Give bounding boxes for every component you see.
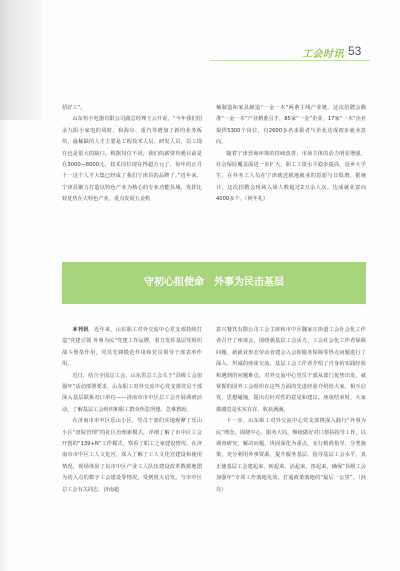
section-title: 守初心担使命 外事为民击基层 <box>144 277 284 288</box>
paragraph: 招好工”。 <box>62 105 86 111</box>
paragraph: 下一步，山东职工对外交流中心党支部将深入践行“外事为民”理念，围绕中心、服务大局，继续做好对口帮扶指导工作，以调查研究、解决问题、巩固深化为重点，实行精准指导、分类施策，充分利用外事资源，提升服务基层、指导基层工会水平，真正使基层工会建起来、转起来、活起来，扭起来，确保“县级工会加强年”专项工作落地见效，打通政策落地的“最后一公里”。（孙亮） <box>216 418 366 493</box>
article-lead: 本刊讯 <box>72 327 89 333</box>
article-column-top-left <box>62 103 202 206</box>
paragraph: 械制造和家具制造“一金一木”两条主线产业链。这次招聘会瞄准“一金一木”产业精准引才，85家“一金”企业，17家“一木”企业提供5300个岗位，有2600多名求职者与企业达成初步就业意向。 <box>216 105 366 146</box>
header-rule <box>210 60 370 61</box>
header-brand: 工会时讯 <box>302 49 344 60</box>
paragraph: 山东恒宇电器有限公司副总经理王云升说，“今年我们招录九阳小家电的同时，和海尔、重汽等增加了新的业务板块，最稀缺的人才主要是工程技术人员、研发人员，员工现在也是很大的缺口。根据岗位不同，我们的薪资待遇目前是在3000—8000元，技术岗位现在得超万元了。每年的正月十一这个人才大集已经成了我们宁津县的品牌了。”近年来，宁津县聚力打造以特色产业为核心的专业功能县域，发挥比较优势在大特色产业，重点发展五金机 <box>62 116 202 203</box>
article-column-bottom-left <box>62 325 202 496</box>
lead-paragraph <box>62 325 202 371</box>
article-column-top-right <box>216 103 366 206</box>
paragraph: 在济南市市中区乐山小区，党员干部们实地观摩了乐山小区“盘院管理”的社区治理新模式，详细了解了市中区工会开创的“139+N”工作模式，察看了职工之家建设情况。在济南市市中区工人文化宫，深入了解了工人文化宫建设和使用情况，现场体验了以市中区产业工人队伍建设改革数据地图为切入点的数字工会建设等情况，受到很大启发。与市中区总工会有关同志、济南超 <box>62 418 202 493</box>
article-column-bottom-right <box>216 325 366 496</box>
section-banner <box>62 262 366 304</box>
page-edge-shadow <box>0 0 10 571</box>
paragraph-text: 近年来，山东职工对外交流中心党支部持续打造“党建引领 外事为民”党建工作品牌，着力发挥基层党组织战斗堡垒作用，党员先锋模范作用和党员领导干部表率作用。 <box>62 327 202 368</box>
paragraph: 意兴餐饮有限公司工会主席和市中区魏家庄街道工会社会化工作者召开了座谈会，围绕强基层工会活力、工会社会化工作者保障问题、新就业形态劳动者建会入会和服务保障等热点问题进行了深入、坦诚的座谈交流，基层工会工作者介绍了自身的实践经验和遇到的问题难点，对外交流中心党员干部从部门优势出发，就掌握的国外工会组织在这些方面的先进经验介绍给大家，相互启发，思想碰撞，提出有针对性的意见和建议。座谈结束时，大家都感觉是实实在在、收获满满。 <box>216 327 366 413</box>
page-number: 53 <box>348 44 362 58</box>
paragraph: 随着宁津营商环境的持续改善，市场主体的活力明显增强，社会保险覆盖面进一步扩大，职工工资水平稳步提高，返乡大学生、在外务工人员在宁津就近就地就业的意愿与日俱增。据统计，这次招聘会现场入场人数超过2万余人次，达成就业意向4000多个。（何冬礼） <box>216 150 366 203</box>
paragraph: 近日，结合全国总工会、山东省总工会关于“县级工会加强年”活动部署要求，山东职工对外交流中心党支部党员干部深入基层联系对口单位——济南市市中区总工会开展调研活动，了解基层工会组织和职工群众所思所想、急难愁盼。 <box>62 372 202 413</box>
